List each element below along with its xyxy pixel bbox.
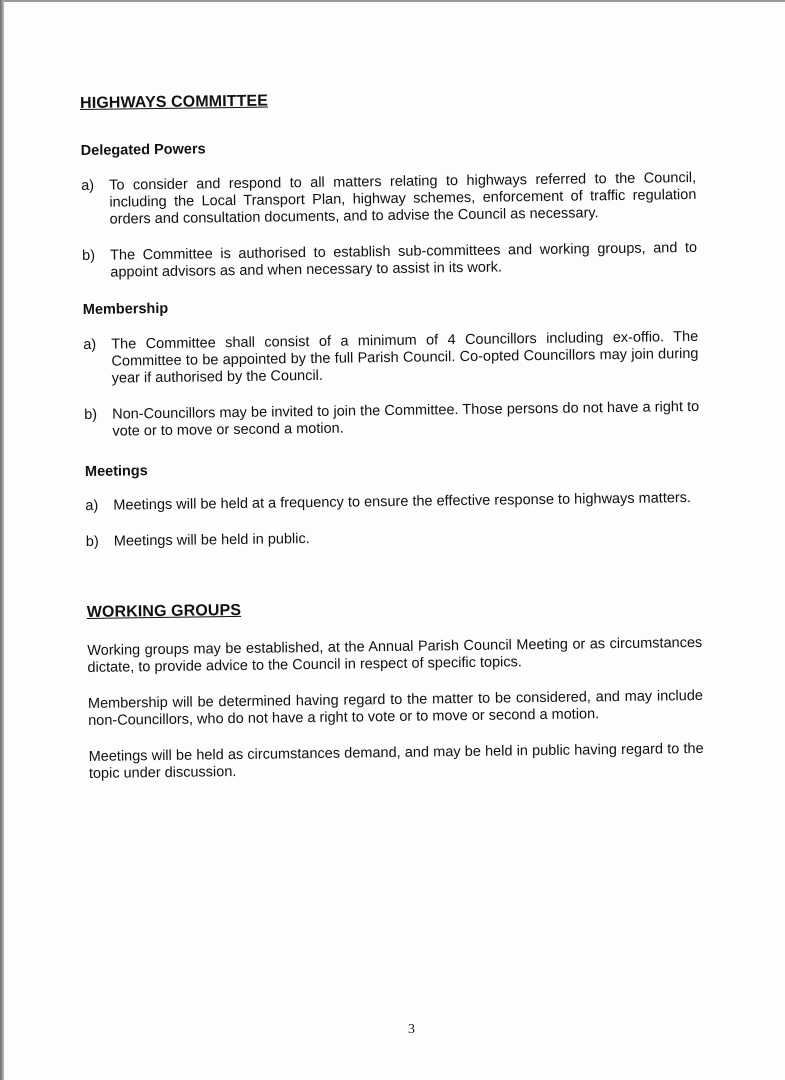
meetings-heading: Meetings — [84, 463, 148, 480]
item-marker: a) — [85, 497, 99, 514]
membership-item-b — [84, 399, 699, 441]
item-text: To consider and respond to all matters relating to highways referred to the Council, including the Local Transport Plan, highway schemes, enforcement of traffic regulation orders and consultation documents, and to advise the Council as necessary. — [109, 169, 697, 228]
item-marker: b) — [84, 406, 98, 423]
item-marker: b) — [85, 533, 99, 550]
meetings-item-b — [86, 526, 701, 551]
item-text: Non-Councillors may be invited to join the Committee. Those persons do not have a right to vote or to move or second a motion. — [112, 398, 700, 440]
item-marker: b) — [82, 247, 96, 264]
meetings-item-a — [85, 490, 700, 515]
scan-top-edge — [0, 0, 785, 2]
membership-item-a — [83, 329, 699, 388]
page-number: 3 — [408, 1022, 415, 1037]
delegated-powers-item-b — [82, 240, 697, 282]
scan-left-edge — [0, 0, 4, 1080]
working-groups-paragraph-1: Working groups may be established, at the Annual Parish Council Meeting or as circumstances dictate, to provide advice to the Council in respect of specific topics. — [87, 634, 703, 676]
item-text: The Committee is authorised to establish sub-committees and working groups, and to appoint advisors as and when necessary to assist in its work. — [110, 239, 698, 281]
highways-committee-title: HIGHWAYS COMMITTEE — [80, 92, 269, 112]
item-marker: a) — [81, 177, 95, 194]
working-groups-title: WORKING GROUPS — [86, 601, 242, 621]
item-text: The Committee shall consist of a minimum of 4 Councillors including ex-offio. The Committee to be appointed by the full Parish Council. Co-opted Councillors may join during year if authorised by the Council. — [111, 328, 699, 387]
page-content — [80, 87, 704, 783]
membership-heading: Membership — [82, 300, 169, 318]
delegated-powers-item-a — [81, 170, 697, 229]
item-text: Meetings will be held at a frequency to ensure the effective response to highways matters. — [113, 490, 692, 514]
working-groups-paragraph-3: Meetings will be held as circumstances demand, and may be held in public having regard to the topic under discussion. — [88, 740, 704, 782]
delegated-powers-heading: Delegated Powers — [80, 141, 206, 159]
item-text: Meetings will be held in public. — [113, 531, 310, 550]
item-marker: a) — [83, 336, 97, 353]
working-groups-paragraph-2: Membership will be determined having regard to the matter to be considered, and may include non-Councillors, who do not have a right to vote or to move or second a motion. — [87, 687, 704, 729]
